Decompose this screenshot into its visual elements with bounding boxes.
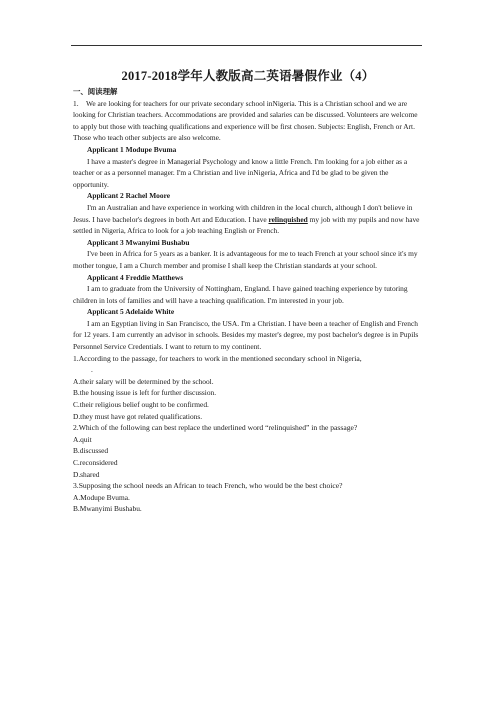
answer-option: D.shared — [73, 469, 100, 479]
applicant-text-part: I am an Egyptian living in San Francisco, the USA. I'm a Christian. I have been a teacher of English and French for 12 years. I am currently an advisor in schools. Besides my master's degree, my post bachelor's degree is in Pupils Personnel Service Credentials. I want to return to my continent. — [73, 318, 419, 352]
question-blank: . — [91, 365, 93, 375]
applicant-text — [73, 202, 423, 237]
answer-option: A.their salary will be determined by the school. — [73, 376, 214, 386]
document-body — [73, 86, 423, 515]
applicant-text-part: my job with my pupils and now have settled in Nigeria, Africa to look for a job teaching English or French. — [73, 214, 420, 236]
applicant-text-part: I have a master's degree in Managerial Psychology and know a little French. I'm looking for a job either as a teacher or as a personnel manager. I'm a Christian and live inNigeria, Africa and I'd be glad to be given the opportunity. — [73, 156, 408, 189]
applicant-text — [73, 248, 423, 271]
applicant-name: Applicant 5 Adelaide White — [87, 307, 175, 317]
applicant-name: Applicant 1 Modupe Bvuma — [87, 144, 177, 154]
question-stem: 1.According to the passage, for teachers to work in the mentioned secondary school in Nigeria, — [73, 353, 362, 363]
header-rule — [71, 45, 422, 46]
document-title: 2017-2018学年人教版高二英语暑假作业（4） — [121, 69, 375, 83]
answer-option: C.reconsidered — [73, 458, 118, 467]
answer-option: B.the housing issue is left for further discussion. — [73, 388, 217, 398]
passage-number: 1. — [73, 98, 79, 108]
answer-option: A.quit — [73, 434, 92, 444]
answer-option: D.they must have got related qualifications. — [73, 411, 203, 421]
question-stem: 2.Which of the following can best replace the underlined word “relinquished” in the passage? — [73, 423, 358, 433]
passage-intro-text: We are looking for teachers for our private secondary school inNigeria. This is a Christian school and we are looking for Christian teachers. Accommodations are provided and salaries can be discussed. Volunteers are welcome to apply but those with teaching qualifications and experience will be first chosen. Subjects: English, French or Art. Those who teach other subjects are also welcome. — [73, 98, 418, 143]
applicant-text — [73, 318, 423, 353]
answer-option: B.Mwanyimi Bushabu. — [73, 504, 142, 514]
section-heading: 一、阅读理解 — [73, 87, 118, 96]
applicant-name: Applicant 4 Freddie Matthews — [87, 272, 184, 282]
applicant-text-part: I've been in Africa for 5 years as a banker. It is advantageous for me to teach French at your school since it's my mother tongue, I am a Church member and promise I shall keep the Christian standards at your school. — [73, 249, 418, 270]
applicant-text — [73, 156, 423, 191]
applicant-text — [73, 283, 423, 306]
answer-option: B.discussed — [73, 446, 109, 456]
underlined-word: relinquished — [268, 214, 308, 224]
applicant-text-part: I'm an Australian and have experience in working with children in the local church, although I don't believe in Jesus. I have bachelor's degrees in both Art and Education. I have — [73, 202, 413, 224]
passage-intro — [73, 98, 423, 144]
question-stem: 3.Supposing the school needs an African to teach French, who would be the best choice? — [73, 481, 343, 491]
applicant-name: Applicant 2 Rachel Moore — [87, 191, 171, 201]
answer-option: A.Modupe Bvuma. — [73, 492, 130, 502]
applicant-text-part: I am to graduate from the University of Nottingham, England. I have gained teaching experience by tutoring children in lots of families and will have a teaching qualification. I'm interested in your job. — [73, 284, 408, 305]
applicant-name: Applicant 3 Mwanyimi Bushabu — [87, 237, 190, 247]
answer-option: C.their religious belief ought to be confirmed. — [73, 400, 209, 410]
